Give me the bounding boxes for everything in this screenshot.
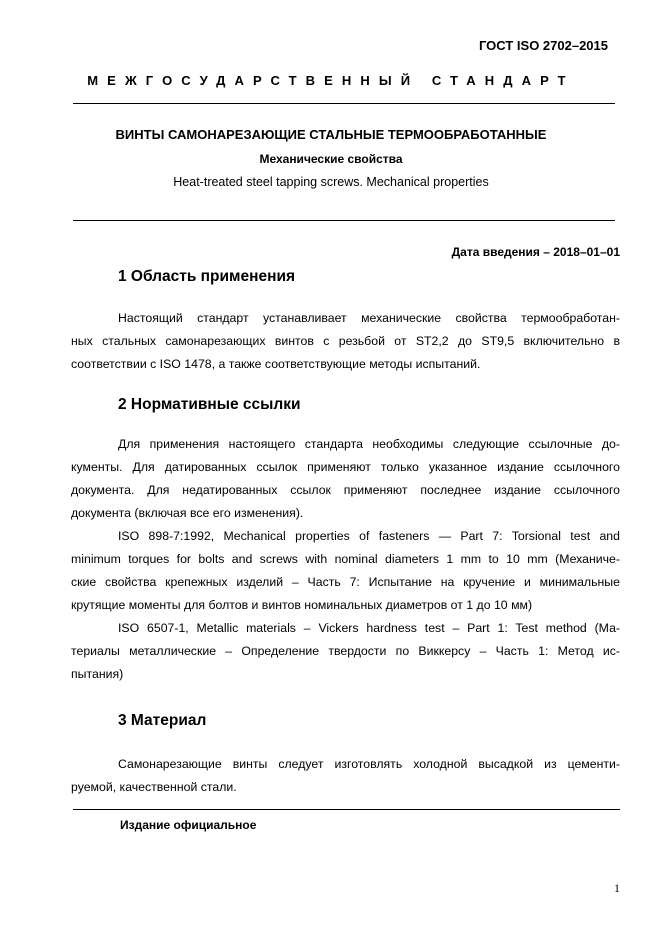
section-3-heading: 3 Материал	[118, 712, 207, 729]
official-edition-note: Издание официальное	[120, 818, 257, 832]
text-line: ISO 898-7:1992, Mechanical properties of fasteners — Part 7: Torsional test and	[118, 529, 620, 543]
page-number: 1	[614, 881, 620, 895]
text-line: ISO 6507-1, Metallic materials – Vickers hardness test – Part 1: Test method (Ма-	[118, 621, 620, 635]
text-line: Для применения настоящего стандарта необходимы следующие ссылочные до-	[118, 437, 620, 451]
text-line: крутящие моменты для болтов и винтов номинальных диаметров от 1 до 10 мм)	[71, 598, 533, 612]
text-line: ские свойства крепежных изделий – Часть 7: Испытание на кручение и минимальные	[71, 575, 620, 589]
section-2-heading: 2 Нормативные ссылки	[118, 396, 301, 413]
text-line: Настоящий стандарт устанавливает механические свойства термообработан-	[118, 311, 620, 325]
text-line: Самонарезающие винты следует изготовлять холодной высадкой из цементи-	[118, 757, 620, 771]
text-line: руемой, качественной стали.	[71, 780, 237, 794]
section-1-heading: 1 Область применения	[118, 268, 296, 285]
text-line: пытания)	[71, 667, 124, 681]
text-line: кументы. Для датированных ссылок применяют только указанное издание ссылочного	[71, 460, 620, 474]
title-divider	[73, 220, 615, 221]
section-3-paragraph	[71, 753, 620, 799]
section-1-paragraph	[71, 307, 620, 376]
introduction-date: Дата введения – 2018–01–01	[451, 245, 620, 259]
footer-divider	[73, 809, 620, 810]
top-divider	[73, 103, 615, 104]
document-title-ru: ВИНТЫ САМОНАРЕЗАЮЩИЕ СТАЛЬНЫЕ ТЕРМООБРАБОТАННЫЕ	[115, 127, 547, 142]
text-line: документа. Для недатированных ссылок применяют последнее издание ссылочного	[71, 483, 620, 497]
text-line: соответствии с ISO 1478, а также соответствующие методы испытаний.	[71, 357, 481, 371]
text-line: ных стальных самонарезающих винтов с резьбой от ST2,2 до ST9,5 включительно в	[71, 334, 620, 348]
document-subtitle-ru: Механические свойства	[259, 152, 403, 166]
text-line: minimum torques for bolts and screws with nominal diameters 1 mm to 10 mm (Механиче-	[71, 552, 620, 566]
text-line: териалы металлические – Определение твердости по Виккерсу – Часть 1: Метод ис-	[71, 644, 620, 658]
document-title-en: Heat-treated steel tapping screws. Mechanical properties	[173, 175, 489, 189]
document-code: ГОСТ ISO 2702–2015	[478, 38, 608, 53]
section-2-reference-iso-6507-1	[71, 617, 620, 686]
interstate-standard-banner: МЕЖГОСУДАРСТВЕННЫЙ СТАНДАРТ	[87, 73, 575, 88]
section-2-paragraph-1	[71, 433, 620, 525]
section-2-reference-iso-898-7	[71, 525, 620, 617]
text-line: документа (включая все его изменения).	[71, 506, 304, 520]
